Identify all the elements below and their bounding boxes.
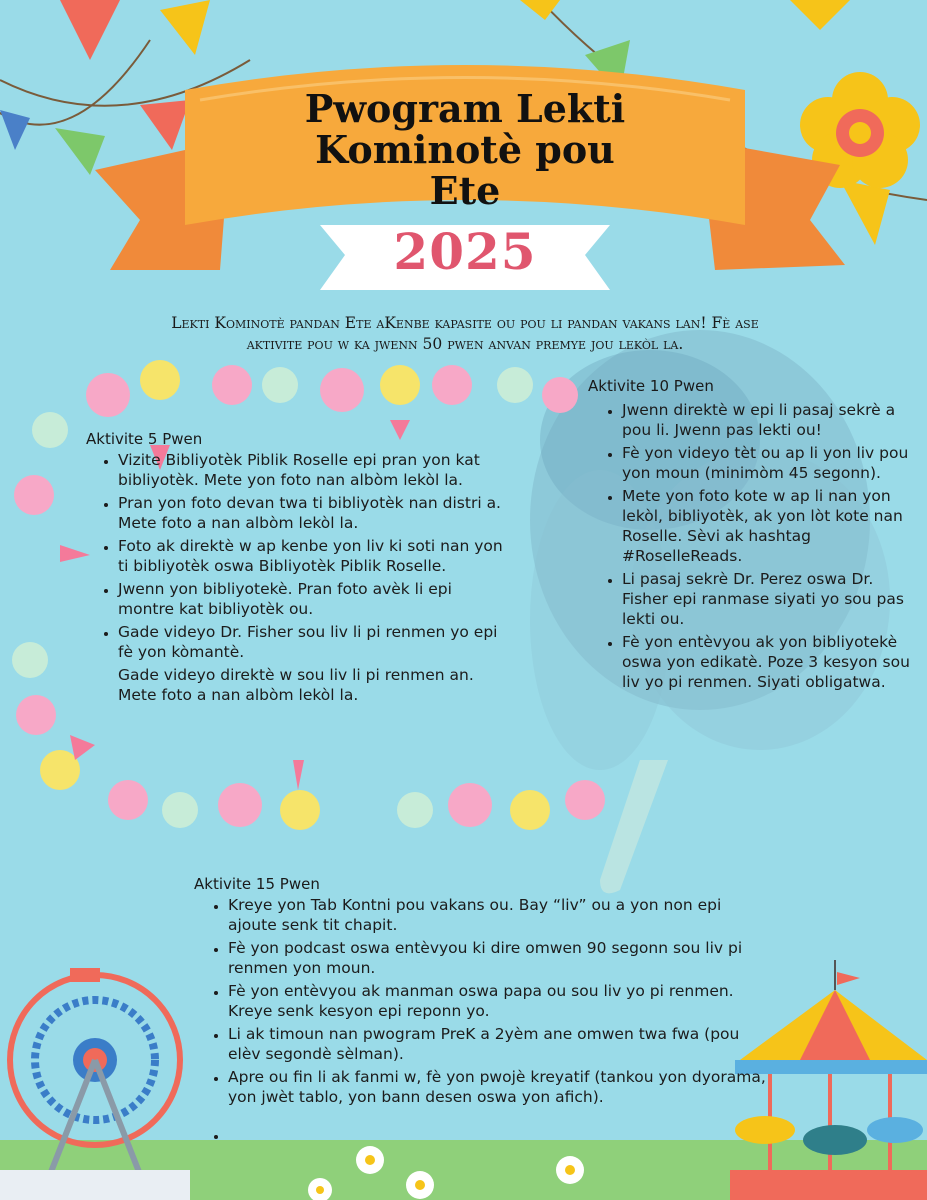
- list-item: • Jwenn direktè w epi li pasaj sekrè a pou li. Jwenn pas lekti ou!: [622, 400, 922, 440]
- list-item: • Vizite Bibliyotèk Piblik Roselle epi pran yon kat bibliyotèk. Mete yon foto nan albòm lekòl la.: [118, 450, 503, 490]
- list-item: • Jwenn yon bibliyotekè. Pran foto avèk li epi montre kat bibliyotèk ou.: [118, 579, 503, 619]
- intro-line-2: aktivite pou w ka jwenn 50 pwen anvan premye jou lekòl la.: [246, 335, 684, 353]
- title-line-3: Ete: [429, 168, 501, 213]
- list-item: • Pran yon foto devan twa ti bibliyotèk nan distri a. Mete foto a nan albòm lekòl la.: [118, 493, 503, 533]
- section-15-list: [206, 895, 768, 1148]
- intro-text: [50, 313, 880, 355]
- list-item: • Li ak timoun nan pwogram PreK a 2yèm ane omwen twa fwa (pou elèv segondè sèlman).: [228, 1024, 768, 1064]
- section-5-list: [96, 450, 503, 708]
- list-item: • Foto ak direktè w ap kenbe yon liv ki soti nan yon ti bibliyotèk oswa Bibliyotèk Piblik Roselle.: [118, 536, 503, 576]
- list-item: • Fè yon podcast oswa entèvyou ki dire omwen 90 segonn sou liv pi renmen yon moun.: [228, 938, 768, 978]
- intro-line-1: Lekti Kominotè pandan Ete aKenbe kapasite ou pou li pandan vakans lan! Fè ase: [171, 314, 759, 332]
- list-item: • Fè yon entèvyou ak yon bibliyotekè oswa yon edikatè. Poze 3 kesyon sou liv yo pi renmen. Siyati obligatwa.: [622, 632, 922, 692]
- section-5-heading: Aktivite 5 Pwen: [86, 430, 203, 448]
- section-15-heading: Aktivite 15 Pwen: [194, 875, 320, 893]
- list-item: • Kreye yon Tab Kontni pou vakans ou. Bay “liv” ou a yon non epi ajoute senk tit chapit.: [228, 895, 768, 935]
- list-item: Gade videyo direktè w sou liv li pi renmen an. Mete foto a nan albòm lekòl la.: [118, 666, 474, 704]
- title-line-2: Kominotè pou: [315, 127, 615, 172]
- list-item: • Li pasaj sekrè Dr. Perez oswa Dr. Fisher epi ranmase siyati yo sou pas lekti ou.: [622, 569, 922, 629]
- section-10-heading: Aktivite 10 Pwen: [588, 377, 714, 395]
- section-10-list: [600, 400, 922, 695]
- title-line-1: Pwogram Lekti: [304, 86, 626, 131]
- list-item: • Fè yon videyo tèt ou ap li yon liv pou yon moun (minimòm 45 segonn).: [622, 443, 922, 483]
- list-item: • Fè yon entèvyou ak manman oswa papa ou sou liv yo pi renmen. Kreye senk kesyon epi reponn yo.: [228, 981, 768, 1021]
- list-item: • Apre ou fin li ak fanmi w, fè yon pwojè kreyatif (tankou yon dyorama, yon jwèt tablo, yon bann desen oswa yon afich).: [228, 1067, 768, 1107]
- list-item: • Mete yon foto kote w ap li nan yon lekòl, bibliyotèk, ak yon lòt kote nan Roselle. Sèvi ak hashtag #RoselleReads.: [622, 486, 922, 566]
- list-item: • Gade videyo Dr. Fisher sou liv li pi renmen yo epi fè yon kòmantè.: [118, 622, 503, 662]
- list-item: [228, 1125, 768, 1145]
- page-title: [230, 88, 700, 211]
- year-label: 2025: [393, 222, 537, 281]
